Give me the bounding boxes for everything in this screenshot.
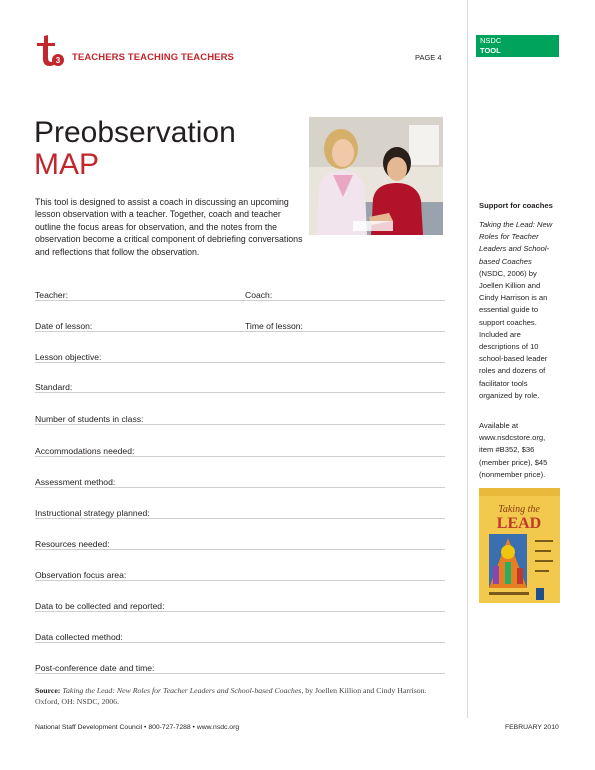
lesson-objective-field[interactable] bbox=[35, 350, 445, 363]
form-field-label: Data collected method: bbox=[35, 632, 123, 642]
form-field-label: Resources needed: bbox=[35, 539, 110, 549]
observation-focus-area-field[interactable] bbox=[35, 568, 445, 581]
form-field-label: Data to be collected and reported: bbox=[35, 601, 165, 611]
sidebar-heading: Support for coaches bbox=[479, 201, 553, 210]
footer-contact: National Staff Development Council • 800-727-7288 • www.nsdc.org bbox=[35, 724, 240, 731]
resources-needed-field[interactable] bbox=[35, 537, 445, 550]
data-to-be-collected-field[interactable] bbox=[35, 599, 445, 612]
form-field-label: Standard: bbox=[35, 382, 73, 392]
sidebar-book-title: Taking the Lead: New Roles for Teacher Leaders and School-based Coaches bbox=[479, 220, 553, 266]
teacher-label: Teacher: bbox=[35, 290, 68, 300]
data-collected-method-field[interactable] bbox=[35, 630, 445, 643]
page-number: PAGE 4 bbox=[415, 53, 442, 62]
standard-field[interactable] bbox=[35, 380, 445, 393]
instructional-strategy-field[interactable] bbox=[35, 506, 445, 519]
accommodations-needed-field[interactable] bbox=[35, 444, 445, 457]
nsdc-tool-tag bbox=[476, 35, 559, 57]
source-rest: , by Joellen Killion and Cindy Harrison. Oxford, OH: NSDC, 2006. bbox=[35, 686, 427, 706]
source-title: Taking the Lead: New Roles for Teacher Leaders and School-based Coaches bbox=[62, 686, 302, 695]
date-of-lesson-label: Date of lesson: bbox=[35, 321, 93, 331]
coach-label: Coach: bbox=[245, 290, 273, 300]
sidebar-description bbox=[479, 219, 554, 402]
brand-name: TEACHERS TEACHING TEACHERS bbox=[72, 52, 234, 63]
tag-line-1: NSDC bbox=[480, 36, 502, 45]
form-field-label: Instructional strategy planned: bbox=[35, 508, 150, 518]
form-field-label: Accommodations needed: bbox=[35, 446, 135, 456]
tag-line-2: TOOL bbox=[480, 46, 501, 55]
book-cover-title-2: LEAD bbox=[496, 515, 542, 532]
time-of-lesson-label: Time of lesson: bbox=[245, 321, 303, 331]
form-field-label: Number of students in class: bbox=[35, 414, 144, 424]
sidebar-divider bbox=[467, 0, 468, 718]
post-conference-field[interactable] bbox=[35, 661, 445, 674]
book-cover-title-1: Taking the bbox=[498, 504, 540, 515]
form-field-label: Post-conference date and time: bbox=[35, 663, 155, 673]
coach-and-teacher-photo bbox=[309, 117, 443, 235]
form-field-label: Lesson objective: bbox=[35, 352, 102, 362]
source-label: Source: bbox=[35, 686, 61, 695]
page-title-line-1: Preobservation bbox=[34, 116, 236, 149]
coach-field[interactable] bbox=[245, 288, 445, 301]
page-title-line-2: MAP bbox=[34, 148, 100, 181]
teachers-teaching-teachers-logo-icon bbox=[35, 34, 65, 68]
number-of-students-field[interactable] bbox=[35, 412, 445, 425]
footer-date: FEBRUARY 2010 bbox=[505, 724, 559, 731]
book-cover-image bbox=[479, 488, 560, 603]
svg-text:3: 3 bbox=[55, 56, 61, 65]
date-of-lesson-field[interactable] bbox=[35, 319, 245, 332]
teacher-field[interactable] bbox=[35, 288, 245, 301]
sidebar-availability: Available at www.nsdcstore.org, item #B352, $36 (member price), $45 (nonmember price). bbox=[479, 421, 548, 479]
sidebar-description-text: (NSDC, 2006) by Joellen Killion and Cindy Harrison is an essential guide to support coaches. Included are descriptions of 10 school-based leader roles and dozens of facilitator tools organized by role. bbox=[479, 268, 548, 400]
source-citation bbox=[35, 686, 445, 707]
form-field-label: Assessment method: bbox=[35, 477, 116, 487]
assessment-method-field[interactable] bbox=[35, 475, 445, 488]
intro-paragraph: This tool is designed to assist a coach in discussing an upcoming lesson observation with a teacher. Together, coach and teacher outline the focus areas for observation, and the notes from the observation become a critical component of debriefing conversations and reflections that follow the observation. bbox=[35, 197, 303, 257]
time-of-lesson-field[interactable] bbox=[245, 319, 445, 332]
form-field-label: Observation focus area: bbox=[35, 570, 127, 580]
